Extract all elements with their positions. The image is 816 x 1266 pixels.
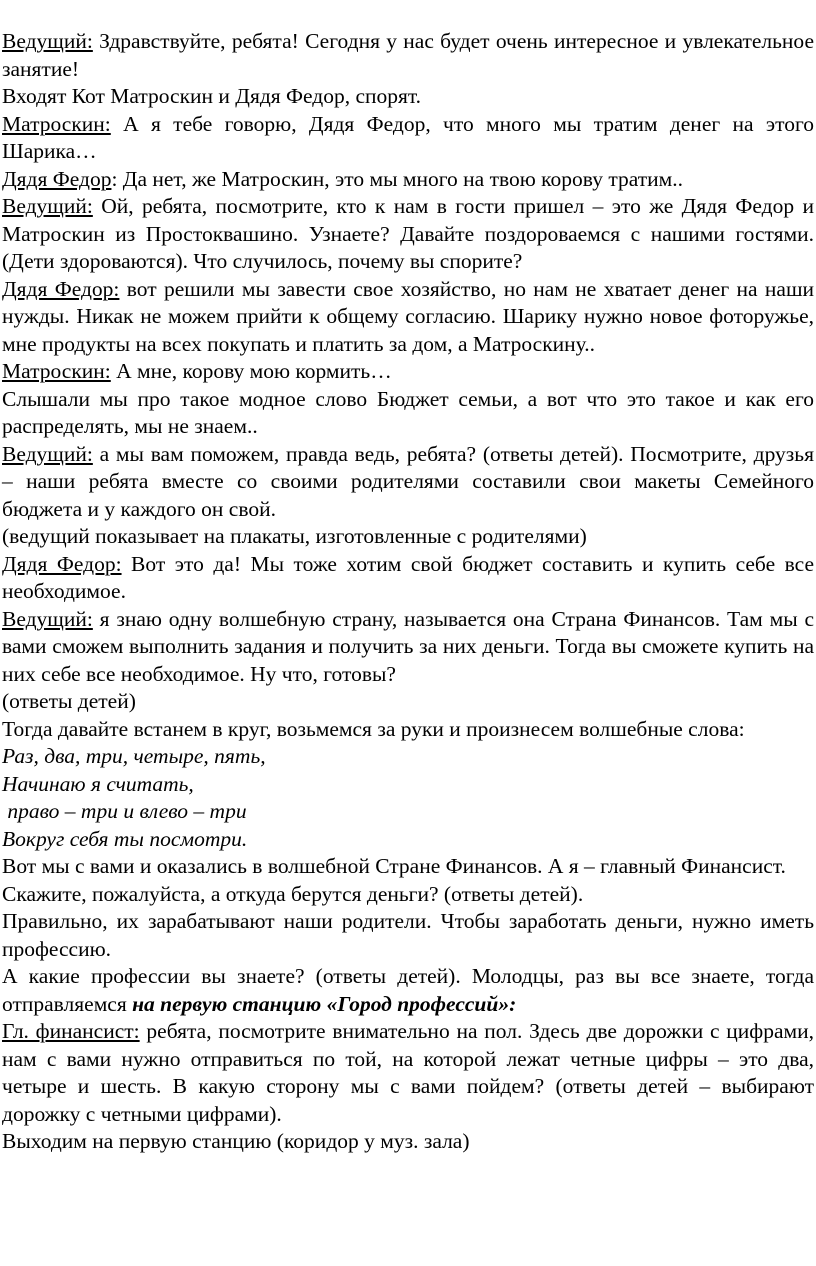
speaker-label: Матроскин:	[2, 111, 111, 136]
speaker-label: Ведущий:	[2, 441, 93, 466]
paragraph-text: (ответы детей)	[2, 689, 136, 713]
paragraph-circle	[2, 716, 814, 744]
paragraph-matroskin-1	[2, 111, 814, 166]
speaker-label: Дядя Федор	[2, 166, 112, 191]
speaker-label: Дядя Федор:	[2, 551, 122, 576]
paragraph-text: А какие профессии вы знаете? (ответы детей). Молодцы, раз вы все знаете, тогда отправляемся	[2, 964, 814, 1016]
paragraph-host-2	[2, 193, 814, 276]
paragraph-matroskin-2	[2, 358, 814, 386]
speaker-label: Дядя Федор:	[2, 276, 120, 301]
paragraph-fedor-1	[2, 166, 814, 194]
paragraph-text: а мы вам поможем, правда ведь, ребята? (ответы детей). Посмотрите, друзья – наши ребята вместе со своими родителями составили свои макеты Семейного бюджета и у каждого он свой.	[2, 441, 814, 521]
paragraph-text: вот решили мы завести свое хозяйство, но нам не хватает денег на наши нужды. Никак не можем прийти к общему согласию. Шарику нужно новое фоторужье, мне продукты на всех покупать и платить за дом, а Матроскину..	[2, 276, 815, 356]
paragraph-text: Вот это да! Мы тоже хотим свой бюджет составить и купить себе все необходимое.	[2, 551, 814, 603]
poem-line: Раз, два, три, четыре, пять,	[2, 744, 266, 768]
paragraph-chief-financier	[2, 1018, 814, 1128]
paragraph-family-budget	[2, 386, 814, 441]
speaker-label: Гл. финансист:	[2, 1019, 140, 1043]
paragraph-text: (ведущий показывает на плакаты, изготовленные с родителями)	[2, 524, 587, 548]
paragraph-text: Ой, ребята, посмотрите, кто к нам в гости пришел – это же Дядя Федор и Матроскин из Простоквашино. Узнаете? Давайте поздороваемся с нашими гостями. (Дети здороваются). Что случилось, почему вы спорите?	[2, 194, 814, 273]
paragraph-text: Скажите, пожалуйста, а откуда берутся деньги? (ответы детей).	[2, 881, 584, 906]
paragraph-text: : Да нет, же Матроскин, это мы много на твою корову тратим..	[111, 166, 683, 191]
paragraph-fedor-2	[2, 276, 814, 359]
poem-line: Вокруг себя ты посмотри.	[2, 826, 248, 851]
paragraph-posters-note	[2, 523, 814, 551]
paragraph-money-question	[2, 881, 814, 909]
paragraph-host-3	[2, 441, 814, 524]
paragraph-text: А мне, корову мою кормить…	[110, 359, 392, 383]
paragraph-first-station	[2, 1128, 814, 1156]
speaker-label: Ведущий:	[2, 194, 93, 218]
paragraph-host-4	[2, 606, 814, 689]
poem-line: Начинаю я считать,	[2, 771, 194, 796]
paragraph-text: Тогда давайте встанем в круг, возьмемся за руки и произнесем волшебные слова:	[2, 716, 745, 741]
paragraph-text: ребята, посмотрите внимательно на пол. Здесь две дорожки с цифрами, нам с вами нужно отправиться по той, на которой лежат четные цифры – это два, четыре и шесть. В какую сторону мы с вами пойдем? (ответы детей – выбирают дорожку с четными цифрами).	[2, 1019, 814, 1126]
paragraph-stage-direction	[2, 83, 814, 111]
paragraph-finance-country	[2, 853, 814, 881]
paragraph-text: Здравствуйте, ребята! Сегодня у нас будет очень интересное и увлекательное занятие!	[2, 29, 814, 81]
paragraph-text: А я тебе говорю, Дядя Федор, что много мы тратим денег на этого Шарика…	[2, 111, 814, 163]
paragraph-text: Слышали мы про такое модное слово Бюджет семьи, а вот что это такое и как его распределять, мы не знаем..	[2, 386, 814, 438]
paragraph-text: Входят Кот Матроскин и Дядя Федор, спорят.	[2, 84, 422, 108]
paragraph-professions	[2, 963, 814, 1018]
speaker-label: Матроскин:	[2, 359, 111, 383]
paragraph-children-answers	[2, 688, 814, 716]
paragraph-fedor-3	[2, 551, 814, 606]
paragraph-parents-earn	[2, 908, 814, 963]
paragraph-text: Выходим на первую станцию (коридор у муз. зала)	[2, 1129, 470, 1153]
paragraph-text: Вот мы с вами и оказались в волшебной Стране Финансов. А я – главный Финансист.	[2, 854, 786, 878]
paragraph-text: Правильно, их зарабатывают наши родители. Чтобы заработать деньги, нужно иметь профессию.	[2, 909, 814, 961]
poem-line: право – три и влево – три	[2, 799, 247, 823]
station-emphasis: на первую станцию «Город профессий»:	[132, 991, 517, 1016]
paragraph-text: я знаю одну волшебную страну, называется она Страна Финансов. Там мы с вами сможем выполнить задания и получить за них деньги. Тогда вы сможете купить на них себе все необходимое. Ну что, готовы?	[2, 606, 814, 686]
paragraph-host-greeting	[2, 28, 814, 83]
speaker-label: Ведущий:	[2, 606, 93, 631]
speaker-label: Ведущий:	[2, 29, 93, 53]
